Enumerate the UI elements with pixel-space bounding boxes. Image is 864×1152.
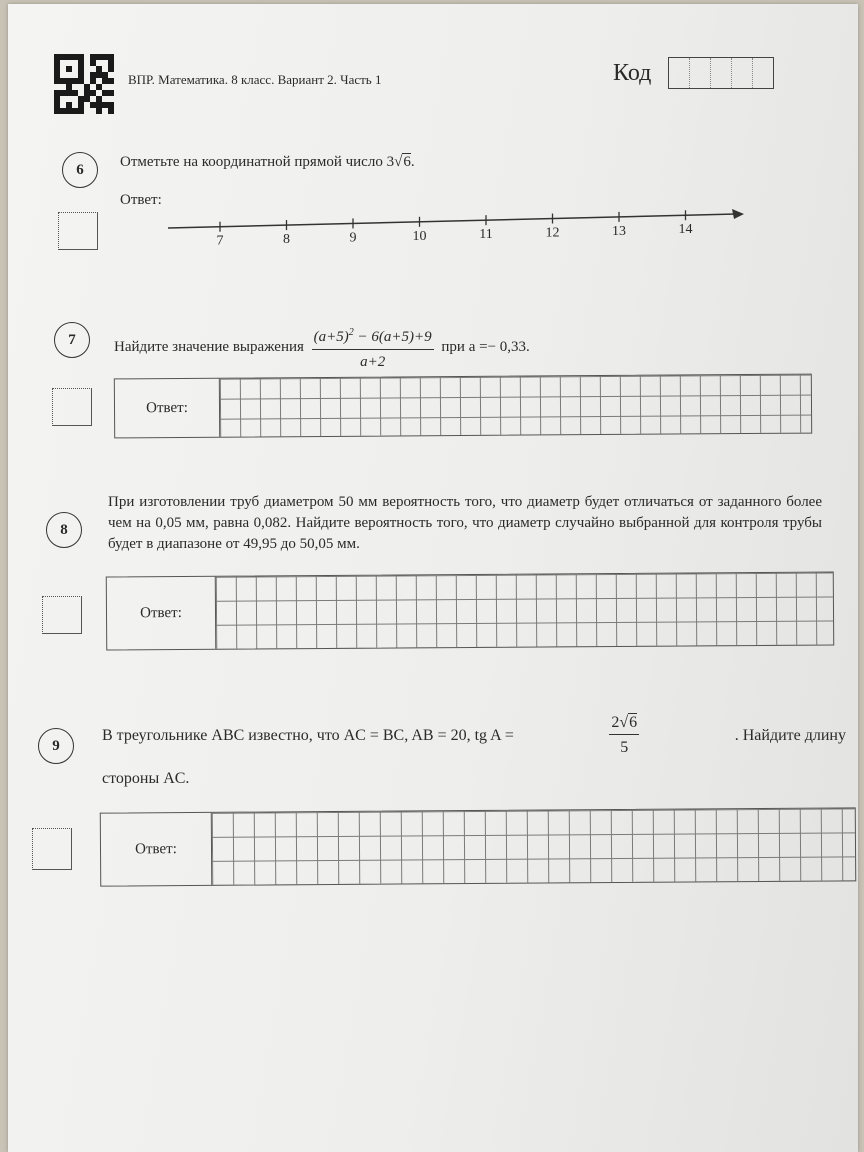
- question-8-text: При изготовлении труб диаметром 50 мм вероятность того, что диаметр будет отличаться от заданного более чем на 0,05 мм, равна 0,082. Найдите вероятность того, что диаметр случайно выбранной для контроля трубы будет в диапазоне от 49,95 до 50,05 мм.: [108, 494, 822, 552]
- question-6-answer-label: Ответ:: [120, 192, 162, 208]
- page-header: ВПР. Математика. 8 класс. Вариант 2. Часть 1: [128, 72, 382, 87]
- number-line-tick-label: 14: [678, 222, 693, 238]
- question-7-number: 7: [54, 322, 90, 358]
- question-8-score-box[interactable]: [42, 596, 82, 634]
- number-line-tick-label: 12: [545, 225, 560, 241]
- number-line-tick-label: 13: [612, 223, 626, 239]
- number-line-tick-label: 11: [479, 227, 493, 243]
- question-8-answer-label: Ответ:: [107, 577, 217, 650]
- number-line[interactable]: [158, 204, 748, 252]
- question-7-fraction: $\frac{(a+5)^2 - 6(a+5)+9}{a+2}$: [312, 322, 434, 373]
- code-input-field[interactable]: [668, 57, 774, 89]
- question-9-number: 9: [38, 728, 74, 764]
- question-7-answer-row[interactable]: [114, 374, 812, 439]
- question-9-answer-row[interactable]: [100, 807, 856, 886]
- number-line-tick-label: 9: [349, 230, 357, 246]
- question-8-answer-grid[interactable]: [216, 572, 833, 648]
- exam-sheet: [8, 4, 858, 1152]
- question-7-answer-grid[interactable]: [220, 375, 811, 437]
- question-7-text: Найдите значение выражения $\frac{(a+5)^2 - 6(a+5)+9}{a+2}$ при a =− 0,33.: [114, 322, 530, 373]
- number-line-tick-label: 8: [283, 232, 290, 248]
- question-8-number: 8: [46, 512, 82, 548]
- number-line-tick-label: 10: [412, 228, 427, 244]
- qr-code-icon: [54, 54, 114, 114]
- question-9-text: В треугольнике ABC известно, что AC = BC, AB = 20, tg A = $\frac{2√6}{5}$ . Найдите длину стороны AC.: [102, 714, 846, 787]
- question-9-answer-grid[interactable]: [212, 808, 855, 884]
- question-9-score-box[interactable]: [32, 828, 72, 870]
- question-7-answer-label: Ответ:: [115, 379, 220, 438]
- code-label: Код: [613, 60, 652, 86]
- question-9-answer-label: Ответ:: [101, 813, 212, 886]
- question-6-score-box[interactable]: [58, 212, 98, 250]
- question-7-score-box[interactable]: [52, 388, 92, 426]
- question-6-number: 6: [62, 152, 98, 188]
- number-line-tick-label: 7: [216, 233, 224, 249]
- question-6-text: Отметьте на координатной прямой число 3√6.: [120, 154, 415, 170]
- question-8-answer-row[interactable]: [106, 571, 834, 650]
